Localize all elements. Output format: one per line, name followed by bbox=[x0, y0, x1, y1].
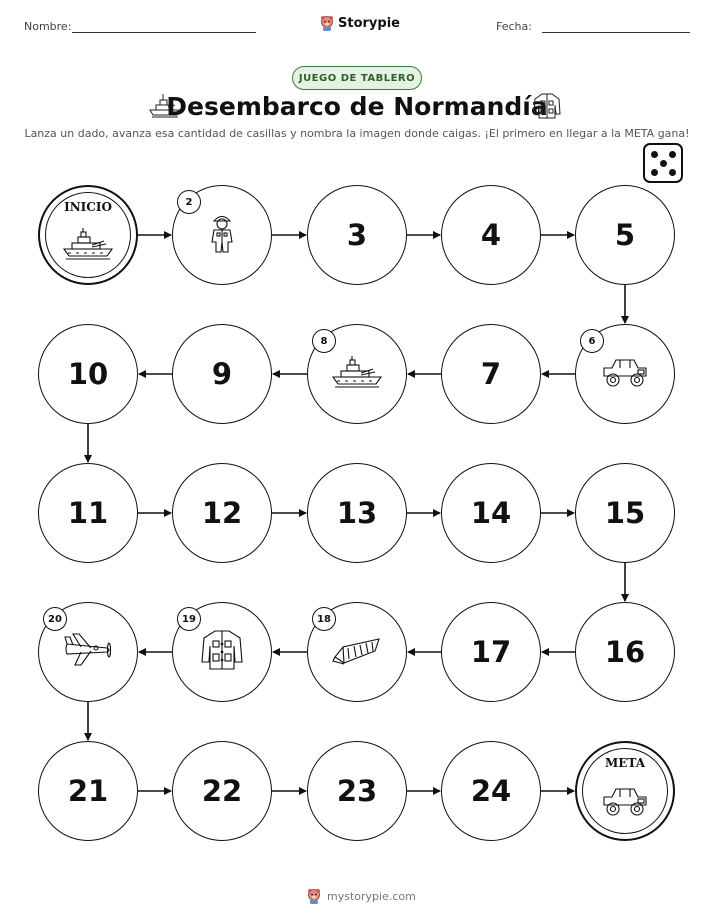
footer-url: mystorypie.com bbox=[327, 889, 416, 903]
cell-number-badge: 2 bbox=[177, 190, 201, 214]
cell-number: 5 bbox=[614, 218, 636, 252]
die-pip bbox=[660, 160, 667, 167]
cell-number-badge: 8 bbox=[312, 329, 336, 353]
board-cell bbox=[307, 602, 407, 702]
cell-number: 24 bbox=[470, 774, 512, 808]
board-cell bbox=[38, 324, 138, 424]
instructions: Lanza un dado, avanza esa cantidad de casillas y nombra la imagen donde caigas. ¡El primero en llegar a la META gana! bbox=[24, 127, 690, 140]
cell-number-badge: 6 bbox=[580, 329, 604, 353]
cell-number: 14 bbox=[470, 496, 512, 530]
cell-number-badge: 20 bbox=[43, 607, 67, 631]
board-cell bbox=[575, 185, 675, 285]
cell-number: 9 bbox=[211, 357, 233, 391]
cell-number: 23 bbox=[336, 774, 378, 808]
bear-mascot-icon bbox=[320, 15, 334, 31]
board-cell-start bbox=[38, 185, 138, 285]
board-cell bbox=[38, 463, 138, 563]
board-cell bbox=[307, 185, 407, 285]
cell-number-badge: 19 bbox=[177, 607, 201, 631]
board-cell bbox=[307, 324, 407, 424]
board-cell bbox=[575, 602, 675, 702]
board-cell bbox=[441, 741, 541, 841]
jeep-icon bbox=[600, 354, 650, 394]
cell-number: 4 bbox=[480, 218, 502, 252]
board-cell bbox=[38, 602, 138, 702]
game-type-badge: JUEGO DE TABLERO bbox=[292, 66, 422, 90]
cell-number: 10 bbox=[67, 357, 109, 391]
start-label: INICIO bbox=[64, 200, 112, 214]
die-pip bbox=[669, 169, 676, 176]
soldier-icon bbox=[207, 212, 237, 258]
jeep-icon bbox=[600, 783, 650, 823]
board-cell bbox=[172, 463, 272, 563]
board-cell bbox=[441, 602, 541, 702]
date-line bbox=[542, 32, 690, 33]
cell-number: 22 bbox=[201, 774, 243, 808]
board-cell bbox=[172, 185, 272, 285]
cell-number: 15 bbox=[604, 496, 646, 530]
cell-number: 17 bbox=[470, 635, 512, 669]
board-cell-finish bbox=[575, 741, 675, 841]
brand-logo bbox=[320, 12, 400, 34]
board-cell bbox=[38, 741, 138, 841]
cell-number: 13 bbox=[336, 496, 378, 530]
cell-number: 3 bbox=[346, 218, 368, 252]
cell-number: 7 bbox=[480, 357, 502, 391]
airplane-icon bbox=[63, 632, 113, 672]
board-cell bbox=[441, 185, 541, 285]
military-jacket-icon bbox=[532, 92, 562, 120]
board-cell bbox=[575, 463, 675, 563]
board-cell bbox=[172, 324, 272, 424]
die-icon bbox=[643, 143, 683, 183]
cell-number: 12 bbox=[201, 496, 243, 530]
page-title: Desembarco de Normandía bbox=[166, 92, 548, 121]
board-cell bbox=[307, 741, 407, 841]
board-cell bbox=[575, 324, 675, 424]
name-label: Nombre: bbox=[24, 20, 72, 33]
battleship-icon bbox=[62, 227, 114, 265]
battleship-icon bbox=[331, 355, 383, 393]
date-label: Fecha: bbox=[496, 20, 532, 33]
finish-label: META bbox=[604, 756, 645, 770]
bear-mascot-icon bbox=[306, 888, 322, 904]
cell-number-badge: 18 bbox=[312, 607, 336, 631]
cell-number: 21 bbox=[67, 774, 109, 808]
die-pip bbox=[651, 169, 658, 176]
board-cell bbox=[441, 463, 541, 563]
cell-number: 11 bbox=[67, 496, 109, 530]
board-cell bbox=[307, 463, 407, 563]
landing-boat-icon bbox=[332, 633, 382, 671]
board-cell bbox=[441, 324, 541, 424]
name-line bbox=[72, 32, 256, 33]
cell-number: 16 bbox=[604, 635, 646, 669]
board-cell bbox=[172, 602, 272, 702]
board-cell bbox=[172, 741, 272, 841]
die-pip bbox=[669, 151, 676, 158]
military-jacket-icon bbox=[200, 628, 244, 676]
footer bbox=[306, 888, 416, 904]
brand-name: Storypie bbox=[338, 15, 400, 31]
die-pip bbox=[651, 151, 658, 158]
